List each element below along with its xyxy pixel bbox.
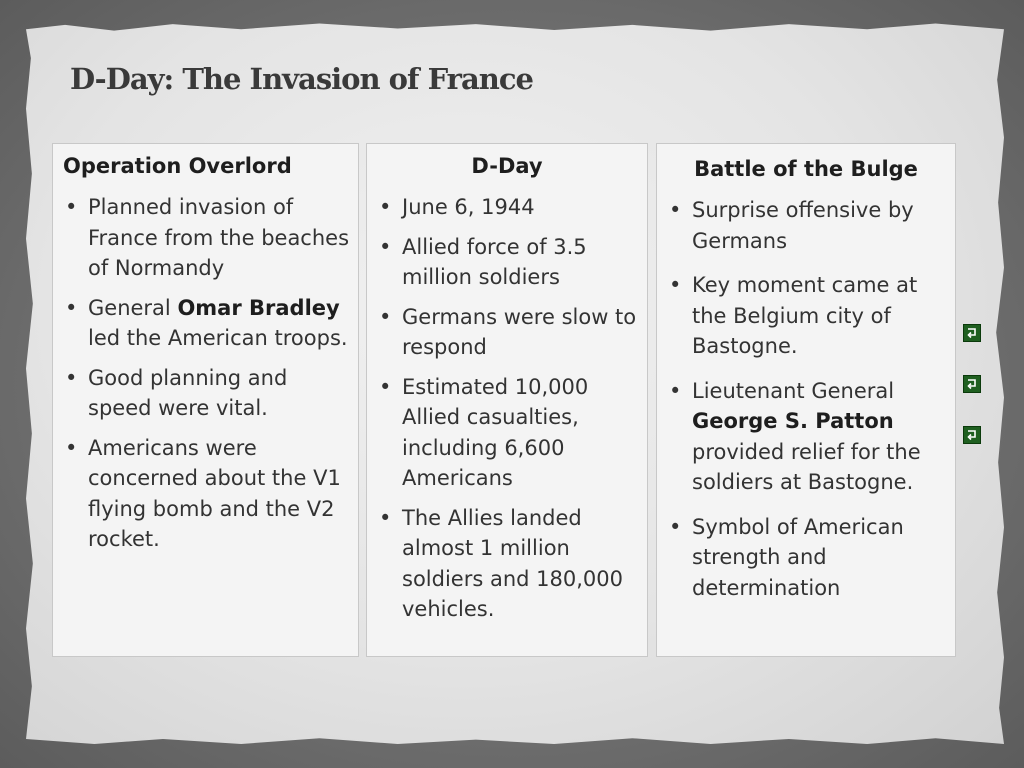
- bullet-item: [63, 192, 350, 284]
- bullet-item: [63, 433, 350, 555]
- return-arrow-icon: [966, 429, 978, 441]
- nav-return-button-3[interactable]: [963, 426, 981, 444]
- bullet-text: Lieutenant General: [692, 378, 895, 403]
- bullet-item: [377, 302, 641, 363]
- bullet-item: [63, 293, 350, 354]
- bullet-text: led the American troops.: [88, 326, 348, 350]
- bullet-item: [377, 372, 641, 494]
- bullet-text: Allied force of 3.5 million soldiers: [402, 234, 587, 289]
- bullet-text: provided relief for the soldiers at Bastogne.: [692, 439, 921, 494]
- return-arrow-icon: [966, 378, 978, 390]
- nav-return-button-1[interactable]: [963, 324, 981, 342]
- slide-title: D-Day: The Invasion of France: [70, 62, 533, 96]
- bullet-text: Surprise offensive by Germans: [692, 198, 914, 253]
- bullet-list: [53, 178, 358, 555]
- bullet-item: [377, 232, 641, 293]
- bullet-text: General: [88, 295, 178, 320]
- column-battle-of-the-bulge: [656, 143, 956, 657]
- column-heading: Operation Overlord: [63, 154, 292, 178]
- column-d-day: [366, 143, 648, 657]
- column-heading: D-Day: [471, 154, 543, 178]
- bullet-item: [667, 376, 949, 498]
- bullet-list: [657, 181, 955, 603]
- bullet-item: [63, 363, 350, 424]
- column-operation-overlord: [52, 143, 359, 657]
- bullet-item: [667, 270, 949, 362]
- bullet-text: Symbol of American strength and determination: [692, 514, 904, 600]
- bullet-item: [377, 503, 641, 625]
- bullet-text: Americans were concerned about the V1 flying bomb and the V2 rocket.: [88, 435, 341, 551]
- bullet-text: Key moment came at the Belgium city of Bastogne.: [692, 273, 918, 358]
- bullet-list: [367, 178, 647, 625]
- bold-name: George S. Patton: [692, 409, 894, 433]
- bold-name: Omar Bradley: [177, 295, 340, 320]
- column-heading: Battle of the Bulge: [694, 157, 918, 181]
- bullet-text: Planned invasion of France from the beaches of Normandy: [88, 195, 350, 280]
- bullet-text: Good planning and speed were vital.: [88, 365, 288, 420]
- bullet-text: The Allies landed almost 1 million soldiers and 180,000 vehicles.: [402, 505, 623, 621]
- bullet-text: June 6, 1944: [402, 195, 535, 219]
- bullet-item: [377, 192, 641, 223]
- nav-return-button-2[interactable]: [963, 375, 981, 393]
- bullet-item: [667, 195, 949, 256]
- bullet-text: Estimated 10,000 Allied casualties, including 6,600 Americans: [402, 374, 589, 490]
- bullet-text: Germans were slow to respond: [402, 304, 637, 359]
- bullet-item: [667, 512, 949, 604]
- return-arrow-icon: [966, 327, 978, 339]
